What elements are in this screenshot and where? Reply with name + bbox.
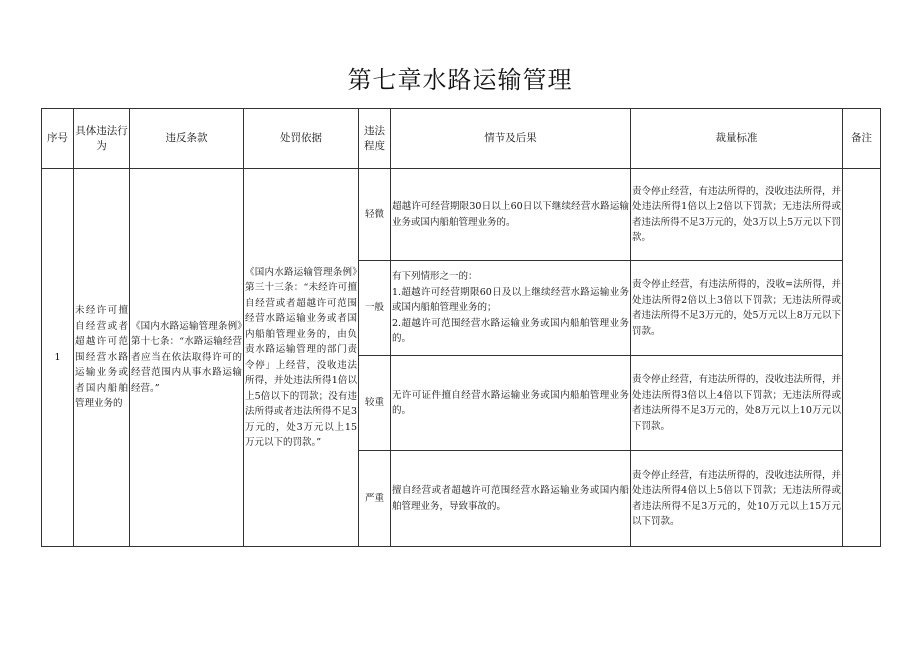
- circumstance-general-line: 1.超越许可经营期限60日及以上继续经营水路运输业务或国内船舶管理业务的；: [392, 286, 629, 314]
- degree-general: 一般: [359, 261, 391, 356]
- circumstance-severe: 擅自经营或者超越许可范围经营水路运输业务或国内船舶管理业务，导致事故的。: [391, 451, 631, 547]
- penalty-table: [41, 108, 881, 547]
- standard-severe: 责令停止经营，有违法所得的，没收违法所得，并处违法所得4倍以上5倍以下罚款；无违法所得或者违法所得不足3万元的，处10万元以上15万元以下罚款。: [631, 451, 843, 547]
- header-basis: 处罚依据: [244, 109, 359, 169]
- circumstance-general: [391, 261, 631, 356]
- header-standard: 裁量标准: [631, 109, 843, 169]
- circumstance-serious: 无许可证件擅自经营水路运输业务或国内船舶管理业务的。: [391, 356, 631, 451]
- degree-severe: 严重: [359, 451, 391, 547]
- row-remark: [843, 169, 881, 547]
- circumstance-minor: 超越许可经营期限30日以上60日以下继续经营水路运输业务或国内船舶管理业务的。: [391, 169, 631, 261]
- standard-serious: 责令停止经营，有违法所得的，没收违法所得，并处违法所得3倍以上4倍以下罚款；无违法所得或者违法所得不足3万元的，处8万元以上10万元以下罚款。: [631, 356, 843, 451]
- degree-minor: 轻微: [359, 169, 391, 261]
- standard-minor: 责令停止经营，有违法所得的，没收违法所得，并处违法所得1倍以上2倍以下罚款；无违法所得或者违法所得不足3万元的，处3万以上5万元以下罚款。: [631, 169, 843, 261]
- row-basis: 《国内水路运输管理条例》第三十三条：“未经许可擅自经营或者超越许可范围经营水路运输业务或者国内船舶管理业务的，由负责水路运输管理的部门责令停」上经营，没收违法所得，并处违法所得1倍以上5倍以下的罚款；没有违法所得或者违法所得不足3万元的，处3万元以上15万元以下的罚款。”: [244, 169, 359, 547]
- header-behavior: 具体违法行为: [74, 109, 130, 169]
- row-clause: 《国内水路运输管理条例》第十七条：“水路运输经营者应当在依法取得许可的经营范围内从事水路运输经营。”: [130, 169, 244, 547]
- degree-serious: 较重: [359, 356, 391, 451]
- circumstance-general-line: 有下列情形之一的：: [392, 271, 478, 283]
- header-row: [42, 109, 881, 169]
- header-seq: 序号: [42, 109, 74, 169]
- row-seq: 1: [42, 169, 74, 547]
- table-row: [42, 169, 881, 261]
- standard-general: 责令停止经营，有违法所得的，没收=法所得，并处违法所得2倍以上3倍以下罚款；无违法所得或者违法所得不足3万元的，处5万元以上8万元以下罚款。: [631, 261, 843, 356]
- header-circumstance: 情节及后果: [391, 109, 631, 169]
- row-behavior: 未经许可擅自经营或者超越许可范围经营水路运输业务或者国内船舶管理业务的: [74, 169, 130, 547]
- header-degree: 违法程度: [359, 109, 391, 169]
- header-clause: 违反条款: [130, 109, 244, 169]
- page-title: 第七章水路运输管理: [347, 66, 573, 94]
- header-remark: 备注: [843, 109, 881, 169]
- circumstance-general-line: 2.超越许可范围经营水路运输业务或国内船舶管理业务的。: [392, 317, 629, 345]
